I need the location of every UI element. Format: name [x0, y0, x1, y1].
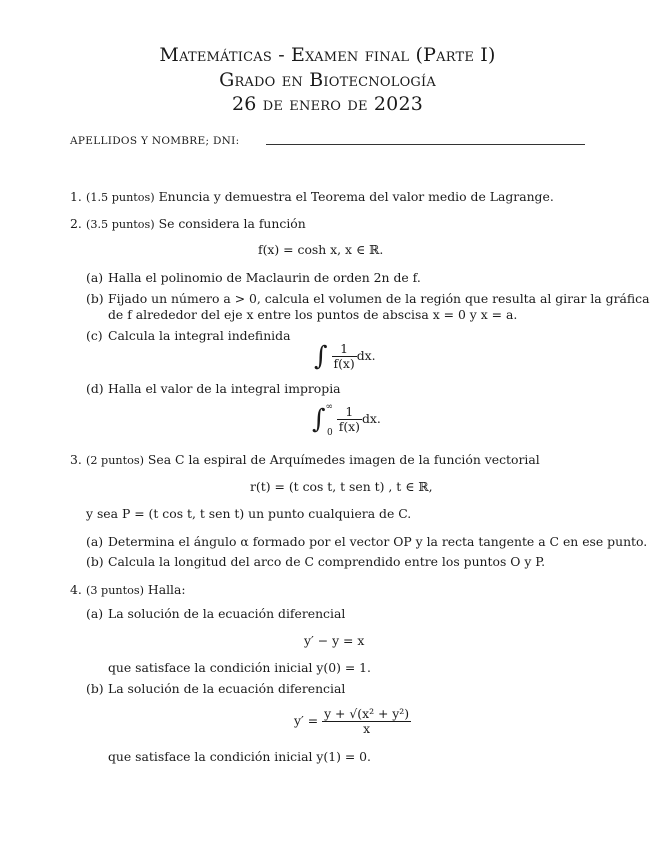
q3-text: Sea C la espiral de Arquímedes imagen de la función vectorial [147, 452, 540, 467]
q2d-lower-limit: 0 [327, 428, 333, 438]
q2c-numerator: 1 [332, 342, 357, 357]
q2b-text-line1: Fijado un número a > 0, calcula el volumen de la región que resulta al girar la gráfica [108, 291, 650, 306]
q4b-numerator: y + √(x² + y²) [324, 706, 410, 721]
q4b-formula [294, 707, 411, 736]
q1-statement [86, 189, 554, 205]
q1-points: (1.5 puntos) [86, 191, 155, 204]
q2d-denominator: f(x) [338, 419, 360, 434]
degree-title: Grado en Biotecnología [219, 69, 436, 91]
q4b-denominator: x [363, 721, 371, 736]
q2b-text-line2: de f alrededor del eje x entre los puntos de abscisa x = 0 y x = a. [108, 307, 518, 322]
q4-points: (3 puntos) [86, 584, 144, 597]
q2-number: 2. [70, 216, 82, 231]
q2c-label: (c) [86, 328, 103, 343]
q2-text: Se considera la función [158, 216, 306, 231]
q3b-text: Calcula la longitud del arco de C comprendido entre los puntos O y P. [108, 554, 546, 569]
q1-number: 1. [70, 189, 82, 204]
q2c-text: Calcula la integral indefinida [108, 328, 291, 343]
q2d-label: (d) [86, 381, 104, 396]
q4a-label: (a) [86, 606, 104, 621]
q4b-condition: que satisface la condición inicial y(1) = 0. [108, 749, 371, 764]
exam-title: Matemáticas - Examen final (Parte I) [159, 44, 496, 66]
q1-text: Enuncia y demuestra el Teorema del valor medio de Lagrange. [158, 189, 554, 204]
q2d-dx: dx. [361, 411, 381, 426]
integral-sign-icon: ∫ [312, 404, 326, 435]
q4b-lhs: y′ = [294, 713, 319, 728]
q4a-text: La solución de la ecuación diferencial [108, 606, 346, 621]
q4-text: Halla: [147, 582, 186, 597]
q2-statement [86, 216, 306, 232]
q2-function-formula: f(x) = cosh x, x ∈ ℝ. [258, 242, 384, 257]
q2c-fraction [332, 342, 357, 371]
q3a-label: (a) [86, 534, 104, 549]
q2-points: (3.5 puntos) [86, 218, 155, 231]
q4b-text: La solución de la ecuación diferencial [108, 681, 346, 696]
q4b-fraction [322, 707, 411, 736]
q2c-integral [314, 342, 376, 371]
exam-date: 26 de enero de 2023 [231, 93, 424, 115]
q3-points: (2 puntos) [86, 454, 144, 467]
q2b-label: (b) [86, 291, 104, 306]
q2d-numerator: 1 [337, 405, 362, 420]
q2d-upper-limit: ∞ [325, 402, 334, 412]
q4a-condition: que satisface la condición inicial y(0) = 1. [108, 660, 371, 675]
q4b-label: (b) [86, 681, 104, 696]
q2d-integral [312, 402, 381, 438]
q2a-text: Halla el polinomio de Maclaurin de orden 2n de f. [108, 270, 421, 285]
q2d-text: Halla el valor de la integral impropia [108, 381, 341, 396]
q2d-fraction [337, 405, 362, 434]
q3-statement [86, 452, 540, 468]
q2a-label: (a) [86, 270, 104, 285]
q3-formula: r(t) = (t cos t, t sen t) , t ∈ ℝ, [250, 479, 433, 494]
integral-sign-icon: ∫ [314, 341, 328, 372]
q2c-denominator: f(x) [333, 356, 355, 371]
student-name-line[interactable] [266, 144, 585, 145]
q3-number: 3. [70, 452, 82, 467]
q2c-dx: dx. [356, 348, 376, 363]
q3a-text: Determina el ángulo α formado por el vector OP y la recta tangente a C en ese punto. [108, 534, 648, 549]
q3-point-definition: y sea P = (t cos t, t sen t) un punto cualquiera de C. [86, 506, 412, 521]
q4-number: 4. [70, 582, 82, 597]
q4-statement [86, 582, 186, 598]
q3b-label: (b) [86, 554, 104, 569]
student-field-label: APELLIDOS Y NOMBRE; DNI: [70, 135, 240, 147]
q4a-formula: y′ − y = x [304, 633, 365, 648]
